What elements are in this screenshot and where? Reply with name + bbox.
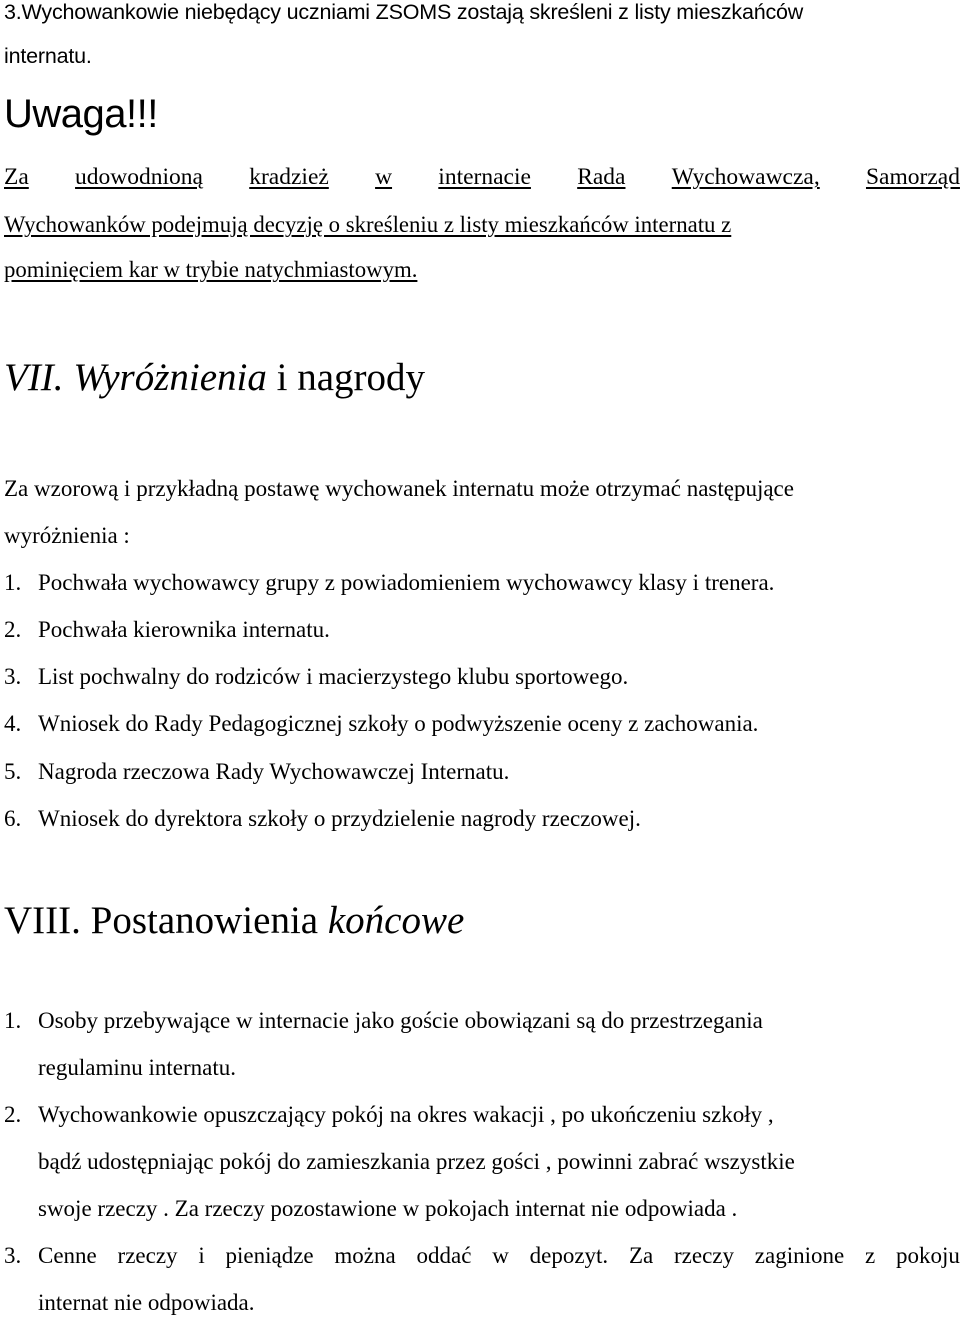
list-item-text: Wniosek do dyrektora szkoły o przydzielenie nagrody rzeczowej.	[38, 806, 641, 831]
list-item-word: Cenne	[38, 1243, 97, 1268]
list-item-number: 4.	[4, 711, 22, 736]
list-item-number: 1.	[4, 1008, 22, 1033]
list-item-text	[38, 1243, 960, 1269]
list-item-word: można	[334, 1243, 396, 1268]
list-item-text: Pochwała wychowawcy grupy z powiadomieniem wychowawcy klasy i trenera.	[38, 570, 775, 595]
list-item-text: bądź udostępniając pokój do zamieszkania przez gości , powinni zabrać wszystkie	[38, 1149, 795, 1174]
warning-word: internacie	[438, 164, 531, 190]
list-item-word: i	[198, 1243, 205, 1268]
section-vii-title-rest: i nagrody	[266, 356, 426, 399]
warning-word: Wychowawcza,	[671, 164, 820, 190]
intro-line-1: 3.Wychowankowie niebędący uczniami ZSOMS zostają skreśleni z listy mieszkańców	[4, 0, 804, 24]
section-vii-intro-line-1: Za wzorową i przykładną postawę wychowanek internatu może otrzymać następujące	[4, 476, 794, 501]
warning-word: kradzież	[249, 164, 329, 190]
warning-line-2: Wychowanków podejmują decyzję o skreśleniu z listy mieszkańców internatu z	[4, 212, 732, 237]
section-vii-title-italic: Wyróżnienia	[73, 356, 267, 399]
warning-word: Samorząd	[865, 164, 960, 190]
list-item-number: 2.	[4, 1102, 22, 1127]
intro-line-2: internatu.	[4, 44, 92, 68]
list-item-word: pokoju	[895, 1243, 960, 1268]
list-item-text: Wychowankowie opuszczający pokój na okres wakacji , po ukończeniu szkoły ,	[38, 1102, 774, 1127]
warning-word: Rada	[577, 164, 626, 190]
warning-heading: Uwaga!!!	[4, 92, 158, 136]
list-item-word: Za	[628, 1243, 654, 1268]
list-item-text: swoje rzeczy . Za rzeczy pozostawione w pokojach internat nie odpowiada .	[38, 1196, 738, 1221]
list-item-number: 3.	[4, 1243, 22, 1268]
list-item-number: 5.	[4, 759, 22, 784]
list-item-number: 2.	[4, 617, 22, 642]
list-item-text: Osoby przebywające w internacie jako goście obowiązani są do przestrzegania	[38, 1008, 763, 1033]
list-item-number: 6.	[4, 806, 22, 831]
section-vii-heading	[4, 355, 425, 400]
section-viii-title-plain: VIII. Postanowienia	[4, 899, 328, 942]
list-item-word: w	[492, 1243, 509, 1268]
warning-line-1	[4, 164, 960, 191]
warning-word: w	[375, 164, 393, 190]
list-item-number: 3.	[4, 664, 22, 689]
list-item-number: 1.	[4, 570, 22, 595]
list-item-word: rzeczy	[674, 1243, 734, 1268]
list-item-word: pieniądze	[225, 1243, 314, 1268]
list-item-text: Wniosek do Rady Pedagogicznej szkoły o podwyższenie oceny z zachowania.	[38, 711, 759, 736]
list-item-word: z	[864, 1243, 876, 1268]
list-item-word: zaginione	[754, 1243, 845, 1268]
warning-line-3: pominięciem kar w trybie natychmiastowym.	[4, 257, 418, 282]
list-item-word: depozyt.	[529, 1243, 609, 1268]
section-viii-heading	[4, 898, 464, 943]
section-viii-title-italic: końcowe	[327, 899, 465, 942]
section-vii-number: VII.	[4, 356, 64, 399]
list-item-word: oddać	[416, 1243, 472, 1268]
list-item-text: internat nie odpowiada.	[38, 1290, 255, 1315]
list-item-word: rzeczy	[117, 1243, 178, 1268]
warning-word: Za	[4, 164, 29, 190]
section-vii-intro-line-2: wyróżnienia :	[4, 523, 130, 548]
list-item-text: Pochwała kierownika internatu.	[38, 617, 330, 642]
warning-word: udowodnioną	[75, 164, 203, 190]
list-item-text: Nagroda rzeczowa Rady Wychowawczej Internatu.	[38, 759, 510, 784]
list-item-text: regulaminu internatu.	[38, 1055, 236, 1080]
list-item-text: List pochwalny do rodziców i macierzystego klubu sportowego.	[38, 664, 629, 689]
